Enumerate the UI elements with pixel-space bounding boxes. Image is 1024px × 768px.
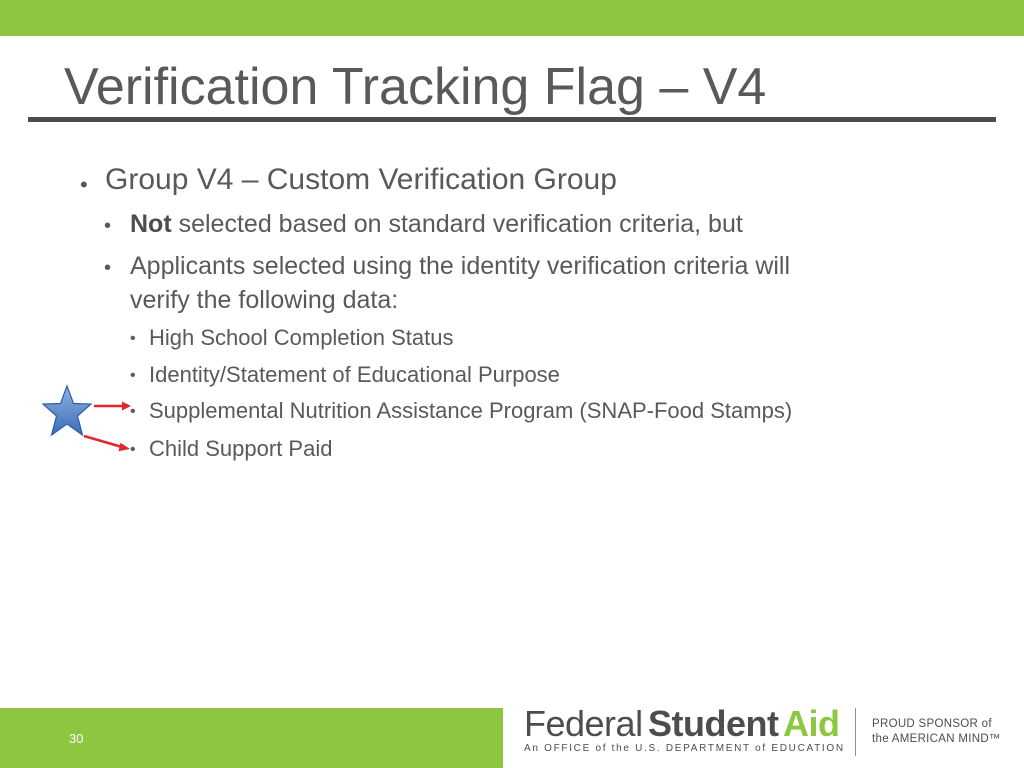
top-accent-bar: [0, 0, 1024, 36]
title-underline: [28, 117, 996, 122]
logo-aid-text: Aid: [783, 703, 840, 744]
bullet-dot: •: [130, 330, 136, 347]
bullet-not-selected: [130, 208, 743, 241]
sponsor-line-1: PROUD SPONSOR of: [872, 718, 992, 730]
bullet-applicants-line2: verify the following data:: [130, 286, 399, 314]
bullet-dot: •: [130, 403, 136, 420]
sub-item-high-school: High School Completion Status: [149, 325, 454, 350]
not-emphasis: Not: [130, 210, 172, 238]
logo-divider: [855, 708, 856, 756]
not-selected-text: selected based on standard verification criteria, but: [171, 210, 743, 238]
bullet-applicants-line1: Applicants selected using the identity verification criteria will: [130, 252, 791, 280]
bullet-dot: •: [104, 257, 112, 279]
sub-item-snap: Supplemental Nutrition Assistance Program (SNAP-Food Stamps): [149, 398, 793, 423]
highlight-marker: [36, 383, 136, 463]
bullet-dot: •: [104, 215, 112, 237]
arrow-right-icon: [84, 436, 130, 451]
slide-number: 30: [69, 731, 84, 746]
sub-item-identity: Identity/Statement of Educational Purpose: [149, 362, 560, 387]
logo-federal-text: Federal: [524, 703, 643, 744]
bullet-dot: •: [130, 441, 136, 458]
sub-item-child-support: Child Support Paid: [149, 436, 333, 461]
logo-tagline: An OFFICE of the U.S. DEPARTMENT of EDUCATION: [524, 743, 845, 754]
slide-title: Verification Tracking Flag – V4: [64, 58, 767, 116]
logo-student-text: Student: [648, 703, 779, 744]
star-icon: [43, 386, 91, 435]
sponsor-line-2: the AMERICAN MIND™: [872, 733, 1001, 745]
bullet-dot: •: [80, 172, 88, 197]
bullet-group-v4: Group V4 – Custom Verification Group: [105, 163, 617, 196]
arrow-right-icon: [94, 402, 131, 411]
bullet-dot: •: [130, 367, 136, 384]
